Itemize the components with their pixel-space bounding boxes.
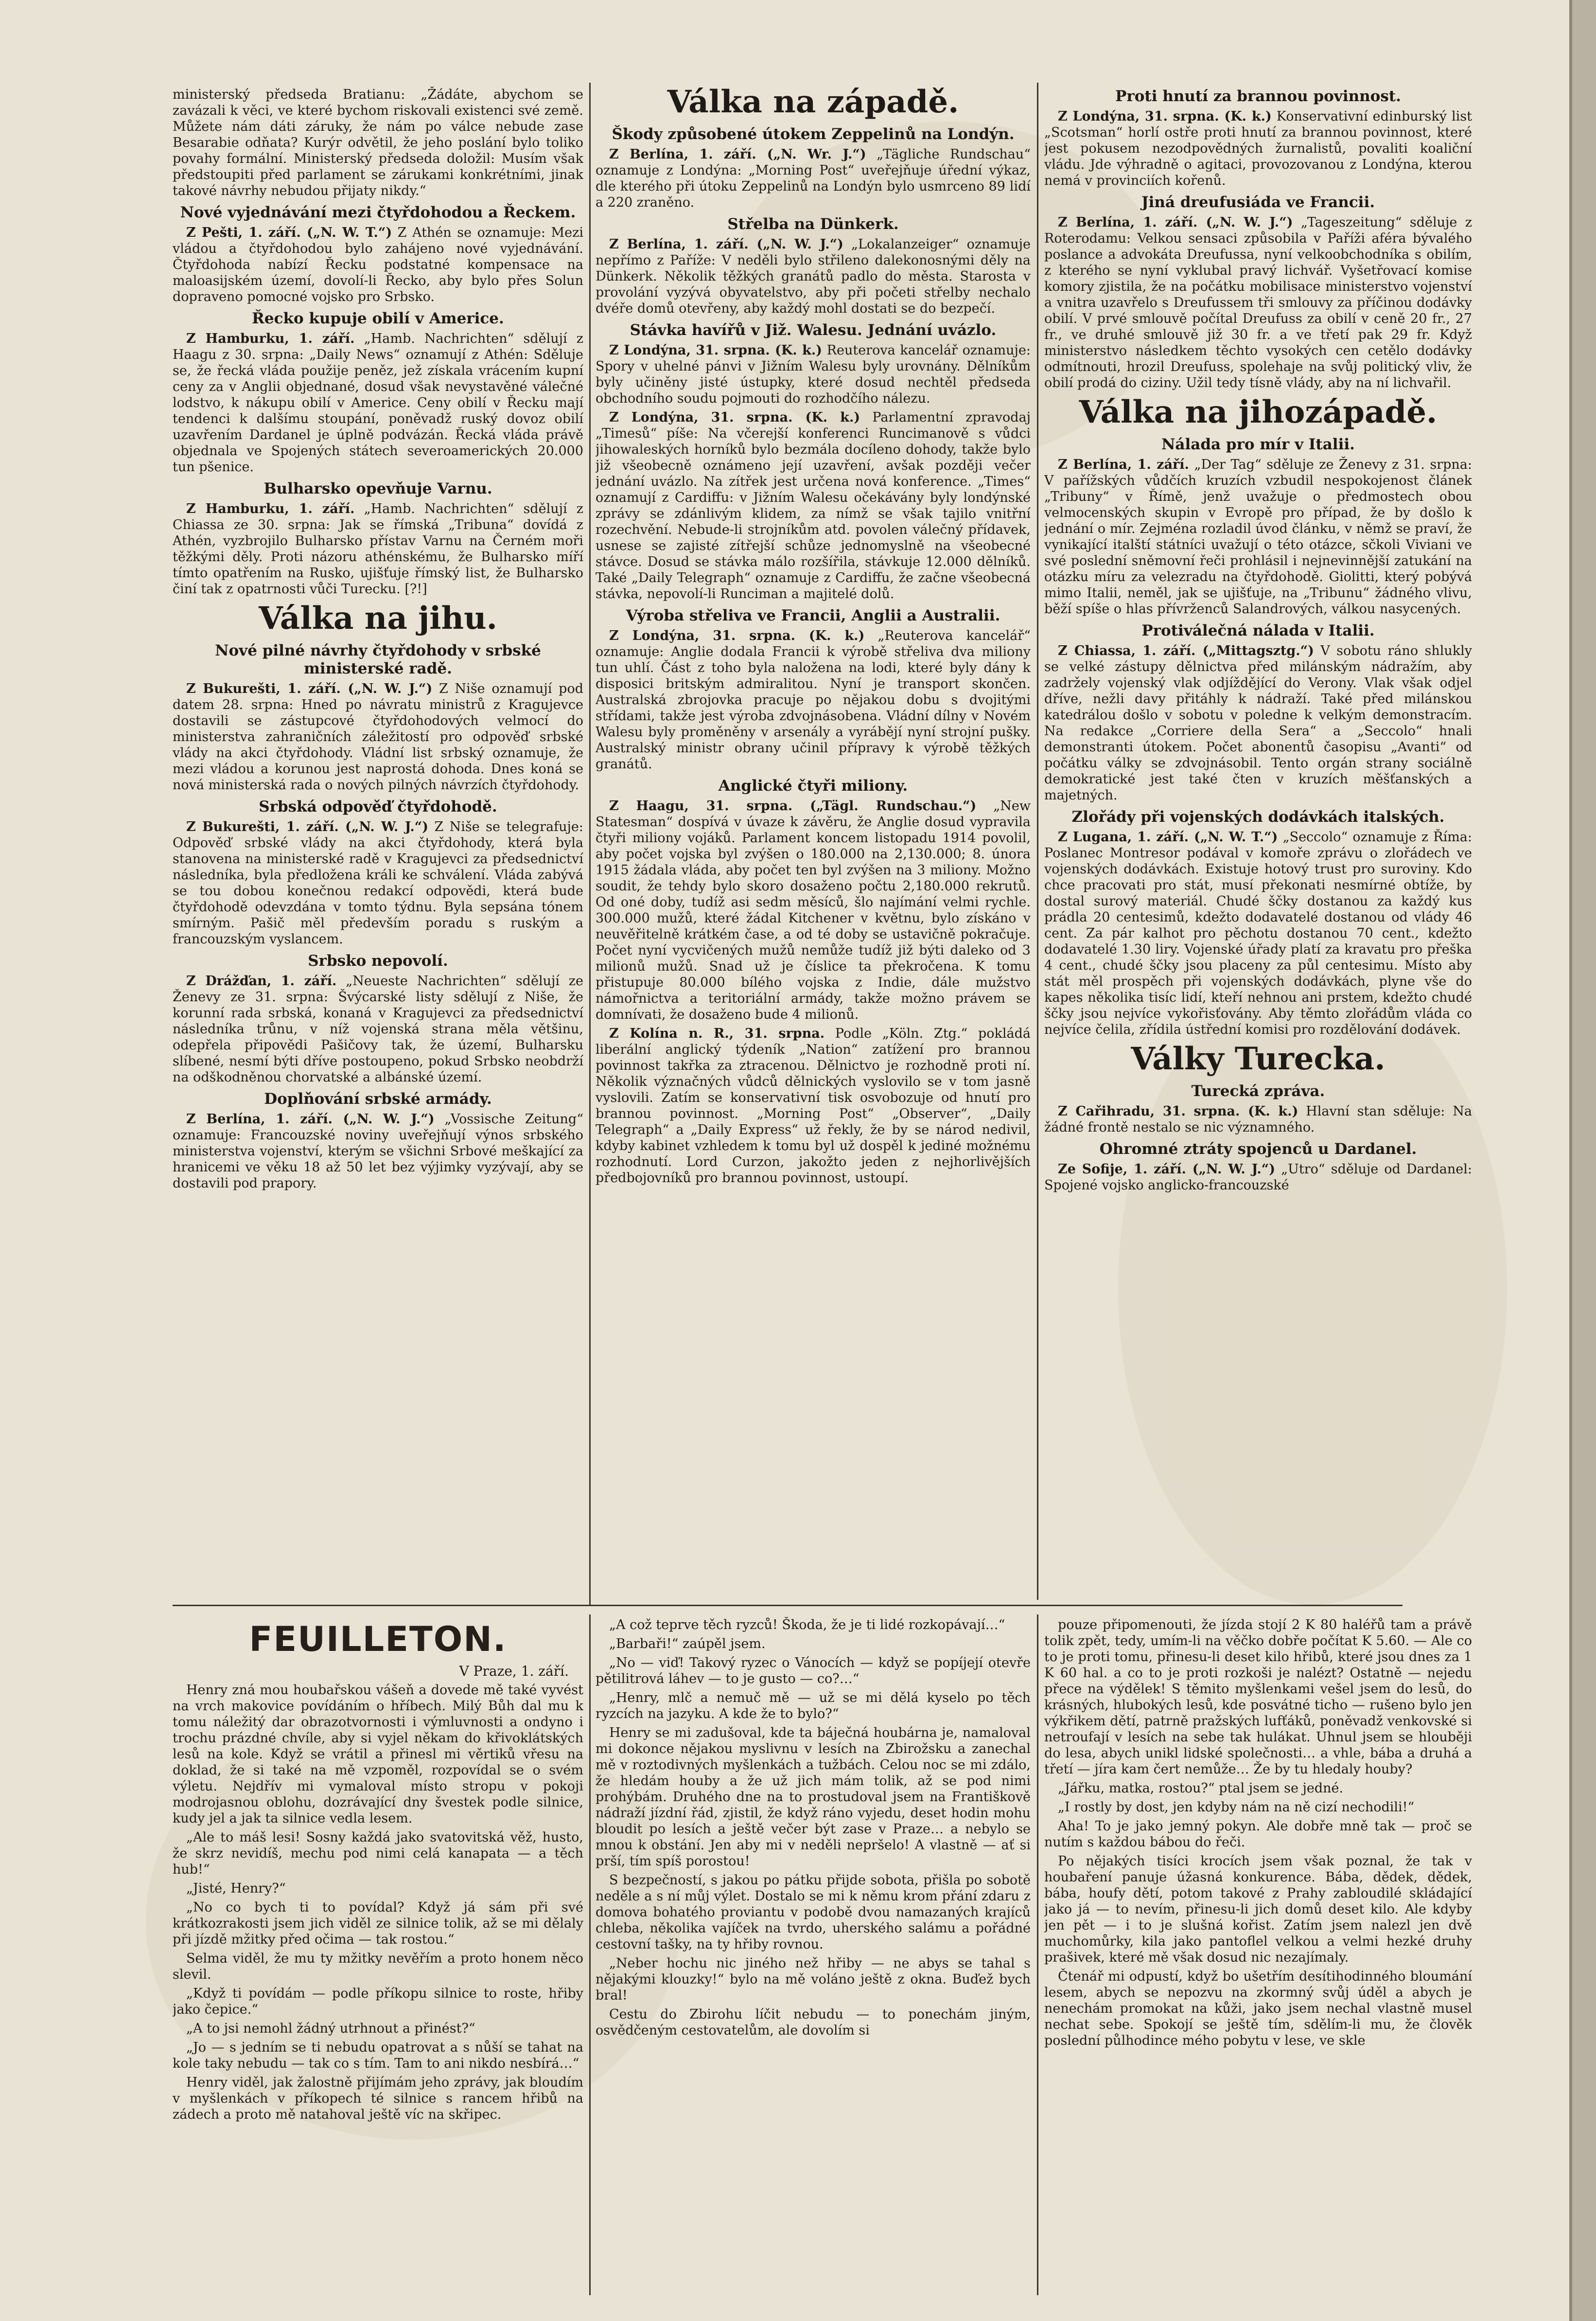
article-heading: Srbsko nepovolí.	[308, 952, 448, 970]
feuilleton-column-1	[173, 1614, 583, 2295]
article-paragraph	[596, 146, 1031, 211]
feuilleton-paragraph: Čtenář mi odpustí, když bo ušetřím desítihodinného bloumání lesem, abych se nepozvu na zkormný svůj úděl a abych je nenechám promokat na kůži, jako jsem nechal vlastně musel nechat sebe. Spokojí se ještě tím, sdělím-li mu, že člověk poslední půlhodince mého pobytu v lese, ve skle	[1044, 1969, 1472, 2048]
article-paragraph: ministerský předseda Bratianu: „Žádáte, abychom se zavázali k věci, ve které bychom riskovali existenci své země. Můžete nám dáti záruky, že nám po válce nebude zase Besarabie odňata? Kurýr odvětil, že jeho poslání bylo toliko povahy formální. Ministerský předseda doložil: Musím však předstoupiti před parlament se zárukami konkrétními, jinak takové návrhy nebudou přijaty nikdy.“	[173, 87, 583, 198]
article-paragraph	[1044, 643, 1472, 803]
article-paragraph	[173, 681, 583, 793]
article-text: „Hamb. Nachrichten“ sdělují z Haagu z 30. srpna: „Daily News“ oznamují z Athén: Sděluje se, že řecká vláda použije peněz, jež získala vrácením kupní ceny za v Anglii objednané, dosud však nevystavěné válečné lodstvo, k nákupu obilí v Americe. Ceny obilí v Řecku mají tendenci k dalšímu stoupání, poněvadž ruský dovoz obilí uzavřením Dardanel je úplně podvázán. Řecká vláda právě objednala ve Spojených státech severoamerických 20.000 tun pšenice.	[173, 331, 583, 475]
article-text: Podle „Köln. Ztg.“ pokládá liberální anglický týdeník „Nation“ zatížení pro brannou povinnost takřka za ztracenou. Dělnictvo je rozhodně proti ní. Několik význačných vůdců dělnických vyslovilo se v tom jasně vyslovili. Zatím se konservativní tisk osvobozuje od hnutí pro brannou povinnost. „Morning Post“ „Observer“, „Daily Telegraph“ a „Daily Express“ už řekly, že by se národ nedivil, kdyby kabinet vzhledem k tomu byl už dospěl k jediné možnému rozhodnutí. Lord Curzon, jakožto jeden z nejhorlivějších předbojovníků pro brannou povinnost, ustoupí.	[596, 1026, 1031, 1186]
article-paragraph	[1044, 214, 1472, 391]
article-dateline: Z Londýna, 31. srpna. (K. k.)	[609, 410, 860, 425]
article-dateline: Z Berlína, 1. září. („N. W. J.“)	[609, 237, 843, 252]
article-heading: Srbská odpověď čtyřdohodě.	[259, 798, 497, 815]
article-text: „Tageszeitung“ sděluje z Roterodamu: Velkou sensaci způsobila v Paříži aféra bývalého poslance a advokáta Dreufussa, nyní velkoobchodníka s obilím, z kterého se nyní vyklubal pravý lichvář. Vyšetřovací komise komory zjistila, že na počátku mobilisace ministerstvo vojenství a vnitra uzavřelo s Dreufussem tři smlouvy za příčinou dodávky obilí. V prvé smlouvě počítal Dreufuss za obilí v ceně 20 fr., 27 fr., ve druhé smlouvě již 30 fr. a ve třetí pak 29 fr. Když ministerstvo následkem těchto vysokých cen cetělo dodávky odmítnouti, hrozil Dreufuss, spolehaje na svůj politický vliv, že obilí prodá do ciziny. Užil tedy tísně vlády, aby na ní lichvařil.	[1044, 215, 1472, 390]
column-rule	[589, 1614, 591, 2295]
feuilleton-paragraph: „No — viď! Takový ryzec o Vánocích — když se popíjejí otevře pětilitrová láhev — to je gusto — co?…“	[596, 1655, 1031, 1686]
article-text: Z Athén se oznamuje: Mezi vládou a čtyřdohodou bylo zahájeno nové vyjednávání. Čtyřdohoda nabízí Řecku podstatné kompensace na maloasijském území, dovolí-li Řecko, aby bylo přes Solun dopraveno pomocné vojsko pro Srbsko.	[173, 225, 583, 304]
article-heading: Turecká zpráva.	[1191, 1082, 1325, 1100]
feuilleton-paragraph: „Když ti povídám — podle příkopu silnice to roste, hřiby jako čepice.“	[173, 1986, 583, 2017]
article-text: „Hamb. Nachrichten“ sdělují z Chiassa ze 30. srpna: Jak se římská „Tribuna“ dovídá z Athén, vyzbrojilo Bulharsko přístav Varnu na Černém moři těžkými děly. Proti názoru athénskému, že Bulharsko míří tímto opatřením na Rusko, ujišťuje římský list, že Bulharsko činí tak z opatrnosti vůči Turecku. [?!]	[173, 501, 583, 597]
article-paragraph	[173, 331, 583, 475]
section-title-turkey: Války Turecka.	[1131, 1041, 1386, 1077]
article-heading: Doplňování srbské armády.	[264, 1090, 492, 1108]
feuilleton-paragraph: „Neber hochu nic jiného než hřiby — ne abys se tahal s nějakými klouzky!“ bylo na mě voláno ještě z okna. Buďež bych bral!	[596, 1956, 1031, 2003]
article-paragraph	[1044, 1161, 1472, 1193]
feuilleton-paragraph: „Jo — s jedním se ti nebudu opatrovat a s nůší se tahat na kole taky nebudu — tak co s tím. Tam to ani nikdo nesbírá…“	[173, 2040, 583, 2071]
section-title-south: Válka na jihu.	[259, 600, 497, 637]
article-text: „Vossische Zeitung“ oznamuje: Francouzské noviny uveřejňují výnos srbského ministerstva vojenství, kterým se všichni Srbové meškající za hranicemi ve věku 18 až 50 let bez výjimky vyzývají, aby se dostavili pod prapory.	[173, 1112, 583, 1191]
feuilleton-paragraph: „Jisté, Henry?“	[186, 1881, 286, 1896]
feuilleton-paragraph: „Barbaři!“ zaúpěl jsem.	[609, 1636, 766, 1651]
article-dateline: Z Hamburku, 1. září.	[186, 331, 355, 346]
article-text: Z Niše se telegrafuje: Odpověď srbské vlády na akci čtyřdohody, která byla stanovena na ministerské radě v Kragujevci za předsednictví následníka, byla předložena králi ke schválení. Vláda zabývá se tou dobou konečnou redakcí odpovědi, která bude čtyřdohodě odevzdána v tomto týdnu. Byla sepsána tónem smírným. Pašič měl především poradu s ruským a francouzským vyslancem.	[173, 819, 583, 947]
feuilleton-paragraph: „A to jsi nemohl žádný utrhnout a přinést?“	[186, 2021, 475, 2036]
article-dateline: Z Londýna, 31. srpna. (K. k.)	[1058, 109, 1272, 124]
article-text: Hlavní stan sděluje: Na žádné frontě nestalo se nic významného.	[1044, 1104, 1472, 1135]
article-dateline: Z Bukurešti, 1. září. („N. W. J.“)	[186, 819, 429, 834]
feuilleton-dateline: V Praze, 1. září.	[459, 1663, 569, 1679]
article-text: Reuterova kancelář oznamuje: Spory v uhelné pánvi v Jižním Walesu byly urovnány. Dělníkům byly učiněny jisté ústupky, které dosud nechtěl předseda obchodního soudu pojmouti do rozhodčího nálezu.	[596, 343, 1031, 406]
page-edge	[1569, 0, 1596, 2321]
feuilleton-paragraph: Henry se mi zadušoval, kde ta báječná houbárna je, namaloval mi dokonce nějakou myslivnu v lesích na Zbirožsku a zanechal mě v roztodivných myšlenkách a tužbách. Celou noc se mi zdálo, že hledám houby a že už jich mám tolik, až se pod nimi prohýbám. Druhého dne na to prostudoval jsem na Františkově nádraží jízdní řád, zjistil, že když ráno vyjedu, deset hodin mohu bloudit po lesích a ještě večer být zase v Praze… a nebylo se mnou k obstání. Jen aby mi v neděli nepršelo! A vlastně — ať si prší, tím spíš porostou!	[596, 1725, 1031, 1869]
article-dateline: Z Cařihradu, 31. srpna. (K. k.)	[1058, 1104, 1298, 1119]
section-title-west: Válka na západě.	[667, 84, 959, 120]
column-3	[1044, 83, 1472, 1602]
article-paragraph	[596, 342, 1031, 407]
article-paragraph	[173, 501, 583, 597]
feuilleton-paragraph: Po nějakých tisíci krocích jsem však poznal, že tak v houbaření panuje úžasná konkurence. Bába, dědek, dědek, bába, houfy dětí, potom takové z Prahy zabloudilé skládající jako já — to nevím, přinesu-li jich domů deset kilo. Ale kdyby jen pět — i to je slušná kořist. Zatím jsem nalezl jen dvě muchomůrky, kila jako pantoflel velkou a velmi hezké druhy prašivek, které mě však dosud nic nezajímaly.	[1044, 1854, 1472, 1965]
article-dateline: Z Berlína, 1. září. („N. Wr. J.“)	[609, 147, 866, 162]
article-dateline: Z Chiassa, 1. září. („Mittagsztg.“)	[1058, 643, 1314, 658]
article-dateline: Z Pešti, 1. září. („N. W. T.“)	[186, 225, 392, 240]
column-rule	[1037, 1614, 1038, 2295]
article-dateline: Z Bukurešti, 1. září. („N. W. J.“)	[186, 681, 433, 696]
feuilleton-rule	[173, 1605, 1403, 1606]
section-title-southwest: Válka na jihozápadě.	[1079, 394, 1438, 430]
article-paragraph	[1044, 1103, 1472, 1135]
article-text: „Neueste Nachrichten“ sdělují ze Ženevy ze 31. srpna: Švýcarské listy sdělují z Niše, že korunní rada srbská, konaná v Kragujevci za předsednictví následníka trůnu, v níž vojenská strana měla většinu, odepřela připovědi Pašičovy tak, že území, Bulharsku slíbené, nesmí býti dříve postoupeno, pokud Srbsko neobdrží na odškodněnou chorvatské a albánské území.	[173, 974, 583, 1085]
column-rule	[1037, 83, 1038, 1600]
article-heading: Jiná dreufusiáda ve Francii.	[1141, 194, 1375, 211]
article-text: „Seccolo“ oznamuje z Říma: Poslanec Montresor podával v komoře zprávu o zlořádech ve vojenských dodávkách. Existuje hotový trust pro suroviny. Kdo chce pracovati pro stát, musí překonati nesmírné obtíže, by dostal surový materiál. Chudé ščky dostanou za každý kus prádla 20 centesimů, kdežto dodavatelé dostanou od vlády 46 cent. Za pár kalhot pro pěchotu dostanou 70 cent., kdežto dodavatelé 1.30 liry. Vojenské úřady platí za kravatu pro přeška 4 cent., chudé ščky jsou placeny za půl centesimu. Místo aby stát měl prospěch při vojenských dodávkách, plyne vše do kapes několika tisíc lidí, kteří nehnou ani prstem, kdežto chudé ščky jsou nejvíce vykořisťovány. Aby těmto zlořádům vláda co nejvíce čelila, zřídila ústřední komisi pro rozdělování dodávek.	[1044, 830, 1472, 1037]
feuilleton-column-2	[596, 1617, 1031, 2295]
article-heading: Výroba střeliva ve Francii, Anglii a Australii.	[626, 607, 1000, 624]
article-heading: Střelba na Dünkerk.	[727, 215, 899, 233]
article-heading: Zlořády při vojenských dodávkách italských.	[1071, 808, 1445, 826]
article-text: V sobotu ráno shlukly se velké zástupy dělnictva před milánským nádražím, aby zadržely vojenský vlak odjíždějící do Verony. Vlak však odjel dříve, nežli davy přitáhly k nádraží. Také před milánskou katedrálou došlo v sobotu v poledne k velkým demonstracím. Na redakce „Corriere della Sera“ a „Seccolo“ hnali demonstranti útokem. Počet abonentů časopisu „Avanti“ od počátku války se zdvojnásobil. Tento orgán strany sociálně demokratické jest také čten v kruzích měšťanských a majetných.	[1044, 643, 1472, 803]
feuilleton-paragraph: „No co bych ti to povídal? Když já sám při své krátkozrakosti jsem jich viděl ze silnice tolik, až se mi dělaly při jízdě mžitky před očima — tak rostou.“	[173, 1900, 583, 1947]
article-dateline: Z Londýna, 31. srpna. (K. k.)	[609, 343, 823, 358]
feuilleton-paragraph: „Jářku, matka, rostou?“ ptal jsem se jedné.	[1058, 1781, 1344, 1796]
article-paragraph	[173, 819, 583, 947]
article-text: „Der Tag“ sděluje ze Ženevy z 31. srpna: V pařížských vůdčích kruzích vzbudil nespokojenost článek „Tribuny“ v Římě, jenž uvažuje o předmostech obou velmocenských skupin v Evropě pro případ, že by došlo k jednání o mír. Zejména rozladil úvod článku, v němž se praví, že vynikající italští státníci uvažují o této otázce, sčkoli Viviani ve své poslední sněmovní řeči prohlásil i nejnevinnější zatukání na otázku míru za velezradu na čtyřdohodě. Giolitti, který pobývá mimo Italii, neměl, jak se ujišťuje, na „Tribunu“ žádného vlivu, běží spíše o hlas přívrženců Salandrových, válkou nasycených.	[1044, 457, 1472, 617]
article-dateline: Ze Sofije, 1. září. („N. W. J.“)	[1058, 1162, 1276, 1177]
article-paragraph	[173, 1111, 583, 1191]
column-2	[596, 83, 1031, 1602]
feuilleton-paragraph: pouze připomenouti, že jízda stojí 2 K 80 haléřů tam a právě tolik zpět, tedy, umím-li na věčko dobře počítat K 5.60. — Ale co to je proti tomu, přinesu-li deset kilo hřibů, které jsou dnes za 1 K 60 hal. a co to je proti rozkoši je nalézt? Ostatně — nejedu přece na výdělek! S těmito myšlenkami vešel jsem do lesů, do krásných, hlubokých lesů, kde posvátné ticho — rušeno bylo jen výkřikem dětí, patrně pražských lufťáků, poněvadž venkovské si netroufají v lesích na sebe tak hulákat. Uhnul jsem se hlouběji do lesa, abych unikl lidské společnosti… a vhle, bába a druhá a třetí — jíra kam čert nemůže… Že by tu hledaly houby?	[1044, 1617, 1472, 1777]
article-paragraph	[596, 1026, 1031, 1186]
article-paragraph	[596, 628, 1031, 772]
feuilleton-paragraph: Henry zná mou houbařskou vášeň a dovede mě také vyvést na vrch makovice povídáním o hříbech. Milý Bůh dal mu k tomu náležitý dar obrazotvornosti i výmluvnosti a ondyno i trochu prázdné chvíle, aby si vyjel někam do křivoklátských lesů na kole. Když se vrátil a přinesl mi věrtiků vřesu na doklad, že si také na mě vzpoměl, rozpovídal se o svém výletu. Nejdřív mi vymaloval místo stropu v pokoji modrojasnou oblohu, dozrávající dny švestek podle silnice, kudy jel a jak ta silnice vedla lesem.	[173, 1683, 583, 1826]
article-paragraph	[1044, 457, 1472, 617]
article-dateline: Z Londýna, 31. srpna. (K. k.)	[609, 628, 865, 643]
column-1	[173, 87, 583, 1601]
feuilleton-paragraph: „Henry, mlč a nemuč mě — už se mi dělá kyselo po těch ryzcích na jazyku. A kde že to bylo?“	[596, 1690, 1031, 1721]
feuilleton-paragraph: „A což teprve těch ryzců! Škoda, že je ti lidé rozkopávají…“	[609, 1617, 1005, 1632]
feuilleton-title: FEUILLETON.	[249, 1619, 507, 1659]
article-text: Z Niše oznamují pod datem 28. srpna: Hned po návratu ministrů z Kragujevce dostavili se zástupcové čtyřdohodových velmocí do ministerstva zahraničních záležitostí pro odpověď srbské vlády na akci čtyřdohody. Vládní list srbský oznamuje, že mezi vládou a korunou jest naprostá dohoda. Dnes koná se nová ministerská rada o nových pilných návrzích čtyřdohody.	[173, 681, 583, 793]
column-rule	[589, 83, 591, 1605]
article-heading: Ohromné ztráty spojenců u Dardanel.	[1099, 1140, 1417, 1158]
article-paragraph	[1044, 108, 1472, 189]
article-text: Parlamentní zpravodaj „Timesů“ píše: Na včerejší konferenci Runcimanově s vůdci jihowaleských horníků bylo bezmála docíleno dohody, takže bylo již všeobecně oznámeno její uzavření, avšak později večer jednání uvázlo. Na zítřek jest určena nová konference. „Times“ oznamují z Cardiffu: v Jižním Walesu očekávány byly londýnské zprávy se zdánlivým klidem, za nímž se však tajilo vnitřní rozechvění. Nebude-li strojníkům atd. povolen válečný přídavek, usnese se zajisté zítřejší schůze jednomyslně na všeobecné stávce. Dosud se stávka málo rozšířila, stávkuje 12.000 dělníků. Také „Daily Telegraph“ oznamuje z Cardiffu, že začne všeobecná stávka, nepovolí-li Runciman a majitelé dolů.	[596, 410, 1031, 602]
article-dateline: Z Berlína, 1. září. („N. W. J.“)	[186, 1112, 435, 1127]
feuilleton-paragraph: Selma viděl, že mu ty mžitky nevěřím a proto honem něco slevil.	[173, 1951, 583, 1982]
article-dateline: Z Hamburku, 1. září.	[186, 501, 355, 516]
article-dateline: Z Berlína, 1. září.	[1058, 457, 1189, 472]
article-text: „Tägliche Rundschau“ oznamuje z Londýna: „Morning Post“ uveřejňuje úřední výkaz, dle kterého při útoku Zeppelinů na Londýn bylo usmrceno 89 lidí a 220 zraněno.	[596, 147, 1031, 210]
article-dateline: Z Haagu, 31. srpna. („Tägl. Rundschau.“)	[609, 798, 977, 814]
article-dateline: Z Kolína n. R., 31. srpna.	[609, 1026, 825, 1041]
article-heading: Nové pilné návrhy čtyřdohody v srbské ministerské radě.	[215, 642, 541, 677]
feuilleton-column-3	[1044, 1617, 1472, 2295]
article-paragraph	[596, 409, 1031, 602]
article-paragraph	[596, 798, 1031, 1023]
article-heading: Protiválečná nálada v Italii.	[1141, 622, 1375, 639]
feuilleton-paragraph: S bezpečností, s jakou po pátku přijde sobota, přišla po sobotě neděle a s ní můj výlet. Dostalo se mi k němu krom přání zdaru z domova bohatého proviantu v podobě dvou namazaných krajíců chleba, několika vajíček na tvrdo, uherského salámu a pořádné cestovní tašky, na ty hřiby rovnou.	[596, 1873, 1031, 1952]
article-heading: Nové vyjednávání mezi čtyřdohodou a Řeckem.	[180, 204, 576, 221]
feuilleton-paragraph: „I rostly by dost, jen kdyby nám na ně cizí nechodili!“	[1058, 1800, 1415, 1815]
article-paragraph	[596, 236, 1031, 317]
feuilleton-paragraph: Henry viděl, jak žalostně přijímám jeho zprávy, jak bloudím v myšlenkách v příkopech té silnice s rancem hřibů na zádech a proto mě natahoval ještě víc na skřipec.	[173, 2075, 583, 2122]
article-dateline: Z Drážďan, 1. září.	[186, 974, 337, 989]
article-paragraph	[1044, 829, 1472, 1038]
article-text: „Lokalanzeiger“ oznamuje nepřímo z Paříže: V neděli bylo střileno dalekonosnými děly na Dünkerk. Několik těžkých granátů padlo do města. Starosta v provolání vyzývá obyvatelstvo, aby při početi střelby nechalo dvéře domů otevřeny, aby každý mohl dostati se do bezpečí.	[596, 237, 1031, 316]
article-heading: Bulharsko opevňuje Varnu.	[263, 480, 492, 497]
article-paragraph	[173, 225, 583, 305]
article-text: Konservativní edinburský list „Scotsman“ horlí ostře proti hnutí za brannou povinnost, které jest pokusem nezodpovědných žurnalistů, povaliti koaliční vládu. Jde výhradně o agitaci, provozovanou z Londýna, kterou nemá v provinciích kořenů.	[1044, 109, 1472, 188]
article-heading: Stávka havířů v Již. Walesu. Jednání uvázlo.	[630, 321, 997, 339]
article-paragraph	[173, 973, 583, 1085]
article-dateline: Z Berlína, 1. září. („N. W. J.“)	[1058, 215, 1293, 230]
article-heading: Proti hnutí za brannou povinnost.	[1115, 88, 1401, 105]
article-heading: Škody způsobené útokem Zeppelinů na Londýn.	[612, 125, 1015, 143]
article-text: „Utro“ sděluje od Dardanel: Spojené vojsko anglicko-francouzské	[1044, 1162, 1472, 1193]
article-dateline: Z Lugana, 1. září. („N. W. T.“)	[1058, 830, 1278, 845]
article-heading: Anglické čtyři miliony.	[718, 777, 908, 795]
article-text: „New Statesman“ dospívá v úvaze k závěru, že Anglie dosud vypravila čtyři miliony vojáků. Parlament koncem listopadu 1914 povolil, aby počet vojska byl zvýšen o 180.000 na 2,130.000; 8. února 1915 žádala vláda, aby počet ten byl zvýšen na 3 miliony. Možno soudit, že tehdy bylo skoro dosaženo počtu 2,180.000 rekrutů. Od oné doby, tudíž asi sedm měsíců, šlo najímání velmi rychle. 300.000 mužů, které žádal Kitchener v květnu, bylo získáno v neuvěřitelně krátkém čase, a od té doby se ustavičně pokračuje. Počet nyní vycvičených mužů nemůže tudíž již býti daleko od 3 milionů mužů. Snad už je číslice ta překročena. K tomu přistupuje 80.000 bílého vojska z Indie, dále mužstvo námořnictva a teritoriální armády, takže možno právem se domnívati, že dosaženo bude 4 milionů.	[596, 798, 1031, 1022]
article-heading: Nálada pro mír v Italii.	[1161, 436, 1355, 453]
article-text: „Reuterova kancelář“ oznamuje: Anglie dodala Francii k výrobě střeliva dva miliony tun uhlí. Část z toho byla naložena na lodi, které byly dány k disposici britským admiralitou. Nyní je transport skončen. Australská zbrojovka pracuje po nějakou dobu s dvojitými střídami, takže jest výroba zdvojnásobena. Vládní dílny v Novém Walesu byly proměněny v arsenály a vyrábějí nyní strojní pušky. Australský ministr obrany učinil přípravy k výrobě těžkých granátů.	[596, 628, 1031, 772]
feuilleton-paragraph: Cestu do Zbirohu líčit nebudu — to ponechám jiným, osvědčeným cestovatelům, ale dovolím si	[596, 2007, 1031, 2038]
article-heading: Řecko kupuje obilí v Americe.	[252, 310, 504, 327]
feuilleton-paragraph: „Ale to máš lesi! Sosny každá jako svatovitská věž, husto, že skrz nevidíš, mechu pod nimi celá kanapata — a těch hub!“	[173, 1830, 583, 1877]
feuilleton-paragraph: Aha! To je jako jemný pokyn. Ale dobře mně tak — proč se nutím s každou bábou do řeči.	[1044, 1819, 1472, 1850]
